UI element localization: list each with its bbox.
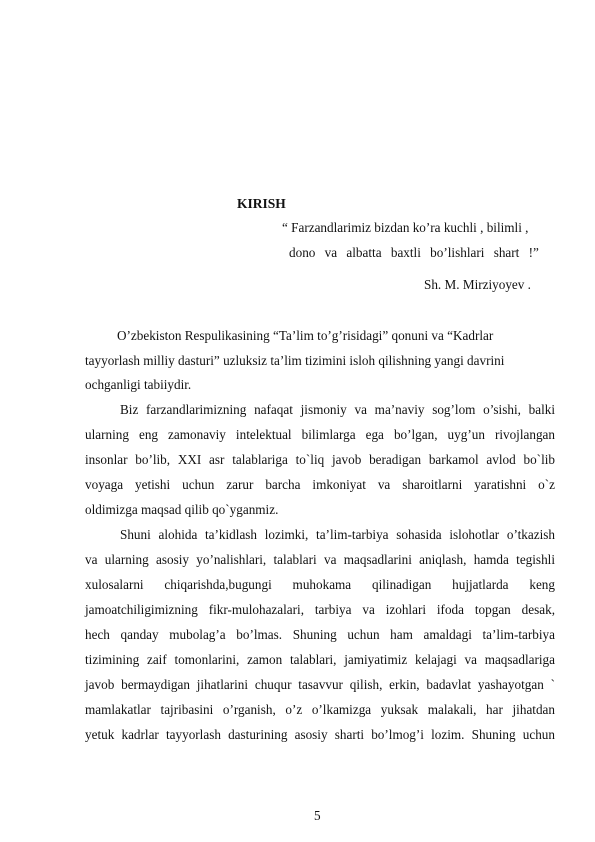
epigraph-line-2: dono va albatta baxtli bo’lishlari shart !” [289, 245, 539, 260]
paragraph-2-line-1: Biz farzandlarimizning nafaqat jismoniy va ma’naviy sog’lom o’sishi, balki [120, 402, 555, 417]
paragraph-1-line-3: ochganligi tabiiydir. [85, 377, 192, 392]
paragraph-2-line-2: ularning eng zamonaviy intelektual bilimlarga ega bo’lgan, uyg’un rivojlangan [85, 427, 555, 442]
paragraph-2-line-5: oldimizga maqsad qilib qo`yganmiz. [85, 502, 279, 517]
paragraph-3-line-5: hech qanday mubolag’a bo’lmas. Shuning uchun ham amaldagi ta’lim-tarbiya [85, 627, 555, 642]
paragraph-1-line-2: tayyorlash milliy dasturi” uzluksiz ta’lim tizimini isloh qilishning yangi davrini [85, 353, 505, 368]
paragraph-2-line-3: insonlar bo’lib, XXI asr talablariga to`liq javob beradigan barkamol avlod bo`lib [85, 452, 555, 467]
paragraph-3-line-1: Shuni alohida ta’kidlash lozimki, ta’lim-tarbiya sohasida islohotlar o’tkazish [120, 527, 555, 542]
paragraph-3-line-6: tizimining zaif tomonlarini, zamon talablari, jamiyatimiz kelajagi va maqsadlariga [85, 652, 555, 667]
paragraph-1-line-1: O’zbekiston Respulikasining “Ta’lim to’g’risidagi” qonuni va “Kadrlar [117, 328, 494, 343]
paragraph-3-line-8: mamlakatlar tajribasini o’rganish, o’z o’lkamizga yuksak malakali, har jihatdan [85, 702, 555, 717]
paragraph-3-line-2: va ularning asosiy yo’nalishlari, talablari va maqsadlarini aniqlash, hamda tegishli [85, 552, 555, 567]
paragraph-3-line-9: yetuk kadrlar tayyorlash dasturining asosiy sharti bo’lmog’i lozim. Shuning uchun [85, 727, 555, 742]
section-title: KIRISH [237, 196, 286, 211]
page-number: 5 [314, 808, 321, 823]
epigraph-line-1: “ Farzandlarimiz bizdan ko’ra kuchli , bilimli , [282, 220, 529, 235]
paragraph-3-line-4: jamoatchiligimizning fikr-mulohazalari, tarbiya va izohlari ifoda topgan desak, [85, 602, 555, 617]
paragraph-3-line-3: xulosalarni chiqarishda,bugungi muhokama qilinadigan hujjatlarda keng [85, 577, 555, 592]
paragraph-2-line-4: voyaga yetishi uchun zarur barcha imkoniyat va sharoitlarni yaratishni o`z [85, 477, 555, 492]
paragraph-3-line-7: javob bermaydigan jihatlarini chuqur tasavvur qilish, erkin, badavlat yashayotgan ` [85, 677, 555, 692]
epigraph-author: Sh. M. Mirziyoyev . [424, 277, 531, 292]
